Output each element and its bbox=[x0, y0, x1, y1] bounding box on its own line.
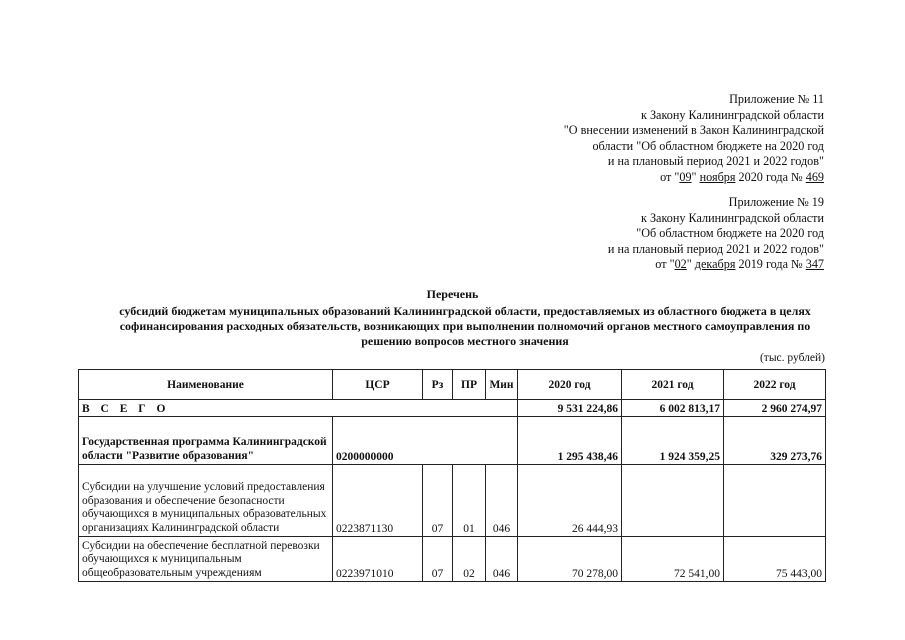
units-label: (тыс. рублей) bbox=[759, 352, 825, 364]
appendix-11-law-name-3: и на плановый период 2021 и 2022 годов" bbox=[607, 154, 824, 169]
row-pr: 02 bbox=[453, 537, 486, 582]
appendix-19-law-name-2: и на плановый период 2021 и 2022 годов" bbox=[607, 241, 824, 256]
table-row bbox=[79, 465, 826, 537]
date-month: ноября bbox=[699, 169, 736, 184]
document-subtitle: субсидий бюджетам муниципальных образований Калининградской области, предоставляемых из областного бюджета в целях софинансирования расходных обязательств, возникающих при выполнении полномочий органов местного самоуправления по решению вопросов местного значения bbox=[119, 304, 811, 348]
col-header-pr: ПР bbox=[453, 370, 486, 400]
date-day: 09 bbox=[679, 169, 692, 184]
total-2020: 9 531 224,86 bbox=[518, 400, 622, 417]
total-label: В С Е Г О bbox=[79, 400, 518, 417]
row-2022: 75 443,00 bbox=[724, 537, 826, 582]
appendix-19-law-name-1: "Об областном бюджете на 2020 год bbox=[636, 226, 824, 241]
row-2021: 72 541,00 bbox=[622, 537, 724, 582]
law-number: 469 bbox=[805, 169, 824, 184]
date-month: декабря bbox=[694, 257, 736, 272]
date-day: 02 bbox=[674, 257, 687, 272]
row-2020: 70 278,00 bbox=[518, 537, 622, 582]
date-year: 2019 года № bbox=[735, 257, 806, 272]
appendix-11-law-name-2: области "Об областном бюджете на 2020 год bbox=[592, 138, 824, 153]
date-mid: " bbox=[686, 257, 695, 272]
row-pr: 01 bbox=[453, 465, 486, 537]
total-2021: 6 002 813,17 bbox=[622, 400, 724, 417]
col-header-min: Мин bbox=[486, 370, 518, 400]
col-header-2021: 2021 год bbox=[622, 370, 724, 400]
row-min: 046 bbox=[486, 465, 518, 537]
date-mid: " bbox=[691, 169, 700, 184]
appendix-19-header bbox=[608, 195, 824, 273]
row-name: Субсидии на улучшение условий предоставления образования и обеспечение безопасности обучающихся в муниципальных образовательных организациях Калининградской области bbox=[79, 465, 333, 537]
row-2020: 26 444,93 bbox=[518, 465, 622, 537]
total-2022: 2 960 274,97 bbox=[724, 400, 826, 417]
appendix-19-date-line bbox=[608, 257, 824, 273]
program-csr: 0200000000 bbox=[333, 417, 518, 465]
row-rz: 07 bbox=[423, 537, 453, 582]
col-header-rz: Рз bbox=[423, 370, 453, 400]
appendix-11-title: Приложение № 11 bbox=[729, 92, 824, 106]
row-2021 bbox=[622, 465, 724, 537]
col-header-2022: 2022 год bbox=[724, 370, 826, 400]
program-2021: 1 924 359,25 bbox=[622, 417, 724, 465]
appendix-11-date-line bbox=[564, 170, 824, 186]
subsidies-table bbox=[78, 369, 826, 582]
table-row-total bbox=[79, 400, 826, 417]
document-title: Перечень bbox=[426, 287, 479, 301]
appendix-11-law-ref: к Закону Калининградской области bbox=[640, 107, 824, 122]
program-2022: 329 273,76 bbox=[724, 417, 826, 465]
law-number: 347 bbox=[805, 257, 824, 272]
date-prefix: от " bbox=[660, 169, 680, 184]
row-rz: 07 bbox=[423, 465, 453, 537]
col-header-name: Наименование bbox=[79, 370, 333, 400]
row-csr: 0223971010 bbox=[333, 537, 423, 582]
appendix-19-law-ref: к Закону Калининградской области bbox=[640, 210, 824, 225]
col-header-2020: 2020 год bbox=[518, 370, 622, 400]
date-year: 2020 года № bbox=[735, 169, 806, 184]
table-row-program bbox=[79, 417, 826, 465]
table-row bbox=[79, 537, 826, 582]
program-2020: 1 295 438,46 bbox=[518, 417, 622, 465]
table-header-row bbox=[79, 370, 826, 400]
date-prefix: от " bbox=[655, 257, 675, 272]
program-name: Государственная программа Калининградской области "Развитие образования" bbox=[79, 417, 333, 465]
col-header-csr: ЦСР bbox=[333, 370, 423, 400]
row-min: 046 bbox=[486, 537, 518, 582]
row-csr: 0223871130 bbox=[333, 465, 423, 537]
appendix-11-header bbox=[564, 92, 824, 186]
appendix-19-title: Приложение № 19 bbox=[728, 195, 824, 209]
row-name: Субсидии на обеспечение бесплатной перевозки обучающихся к муниципальным общеобразовательным учреждениям bbox=[79, 537, 333, 582]
row-2022 bbox=[724, 465, 826, 537]
appendix-11-law-name-1: "О внесении изменений в Закон Калининградской bbox=[563, 123, 824, 138]
